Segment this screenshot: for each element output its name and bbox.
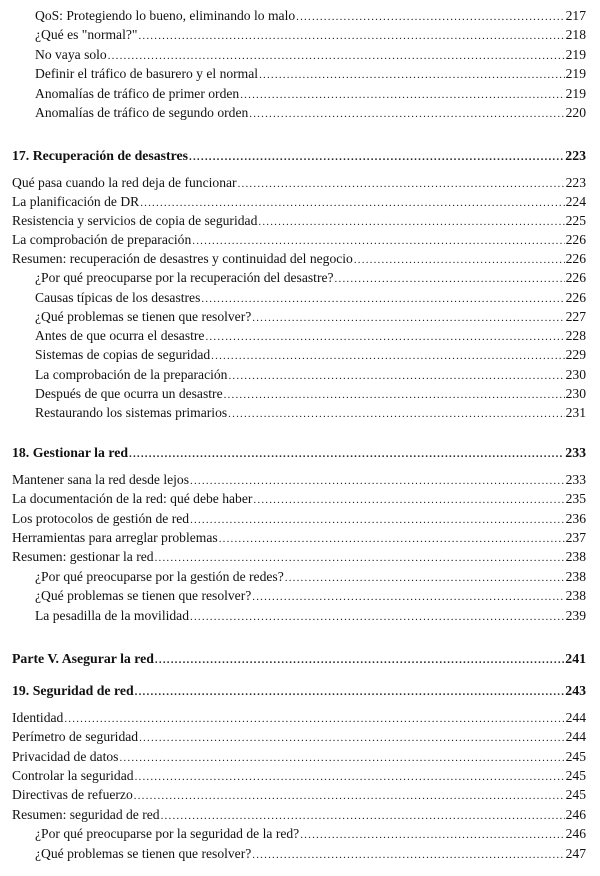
toc-entry-title: Qué pasa cuando la red deja de funcionar (12, 175, 237, 190)
toc-entry-title: Controlar la seguridad (12, 768, 134, 783)
toc-entry-title: Directivas de refuerzo (12, 787, 133, 802)
toc-entry-title: La pesadilla de la movilidad (35, 608, 190, 623)
dot-leader (129, 446, 564, 463)
dot-leader (135, 769, 565, 786)
toc-entry (35, 7, 586, 24)
toc-entry-page: 246 (565, 826, 586, 841)
toc-entry-title: Perímetro de seguridad (12, 729, 139, 744)
dot-leader (189, 149, 564, 166)
toc-entry-title: Identidad (12, 710, 64, 725)
toc-entry-page: 238 (565, 588, 586, 603)
dot-leader (119, 750, 564, 767)
toc-entry-title: Privacidad de datos (12, 749, 119, 764)
toc-entry (12, 510, 586, 527)
toc-entry-title: ¿Por qué preocuparse por la gestión de redes? (35, 569, 284, 584)
dot-leader (135, 684, 565, 701)
dot-leader (253, 492, 564, 509)
toc-entry-title: Mantener sana la red desde lejos (12, 472, 190, 487)
toc-entry-page: 235 (565, 491, 586, 506)
toc-entry-title: Restaurando los sistemas primarios (35, 405, 228, 420)
toc-entry (35, 366, 586, 383)
toc-entry-title: Resistencia y servicios de copia de seguridad (12, 213, 258, 228)
toc-entry-page: 229 (565, 347, 586, 362)
toc-entry-page: 241 (565, 651, 586, 666)
toc-entry (35, 308, 586, 325)
toc-part-heading (12, 650, 586, 667)
dot-leader (190, 512, 565, 529)
toc-entry-page: 231 (565, 405, 586, 420)
toc-entry-page: 238 (565, 569, 586, 584)
toc-entry (12, 728, 586, 745)
toc-entry-title: Resumen: seguridad de red (12, 807, 160, 822)
toc-entry-page: 223 (565, 175, 586, 190)
dot-leader (252, 310, 564, 327)
toc-entry (35, 385, 586, 402)
toc-entry (12, 193, 586, 210)
toc-entry-page: 219 (565, 47, 586, 62)
toc-entry-title: Antes de que ocurra el desastre (35, 328, 205, 343)
toc-entry-title: Causas típicas de los desastres (35, 290, 201, 305)
dot-leader (161, 808, 565, 825)
toc-entry (35, 607, 586, 624)
toc-entry-page: 247 (565, 846, 586, 861)
toc-chapter-heading (12, 444, 586, 461)
toc-entry-page: 237 (565, 530, 586, 545)
toc-entry-page: 220 (565, 105, 586, 120)
dot-leader (140, 195, 564, 212)
toc-entry (12, 806, 586, 823)
toc-entry (12, 490, 586, 507)
toc-entry-title: Anomalías de tráfico de segundo orden (35, 105, 249, 120)
dot-leader (201, 291, 564, 308)
toc-entry-page: 245 (565, 768, 586, 783)
toc-entry-page: 245 (565, 749, 586, 764)
toc-entry-page: 230 (565, 367, 586, 382)
toc-entry (12, 231, 586, 248)
dot-leader (228, 406, 564, 423)
toc-entry-page: 244 (565, 729, 586, 744)
dot-leader (155, 550, 565, 567)
dot-leader (108, 48, 565, 65)
toc-entry-page: 243 (565, 683, 586, 698)
toc-entry-page: 246 (565, 807, 586, 822)
toc-entry (12, 250, 586, 267)
toc-entry-page: 218 (565, 27, 586, 42)
toc-entry-title: Anomalías de tráfico de primer orden (35, 86, 240, 101)
toc-entry (12, 786, 586, 803)
dot-leader (252, 847, 564, 864)
toc-entry-page: 233 (565, 445, 586, 460)
dot-leader (211, 348, 564, 365)
dot-leader (139, 730, 565, 747)
dot-leader (224, 387, 565, 404)
dot-leader (354, 252, 565, 269)
toc-entry-page: 233 (565, 472, 586, 487)
toc-entry-page: 223 (565, 148, 586, 163)
toc-entry (12, 709, 586, 726)
toc-entry (35, 85, 586, 102)
dot-leader (155, 652, 564, 669)
toc-entry-title: No vaya solo (35, 47, 107, 62)
toc-chapter-heading (12, 147, 586, 164)
toc-entry-page: 245 (565, 787, 586, 802)
toc-entry-page: 225 (565, 213, 586, 228)
toc-entry (12, 748, 586, 765)
toc-entry-page: 219 (565, 86, 586, 101)
toc-entry-title: ¿Por qué preocuparse por la seguridad de la red? (35, 826, 300, 841)
toc-entry-title: ¿Qué problemas se tienen que resolver? (35, 309, 252, 324)
toc-entry (35, 289, 586, 306)
toc-entry (12, 767, 586, 784)
toc-entry (35, 568, 586, 585)
toc-entry-page: 227 (565, 309, 586, 324)
toc-entry (12, 212, 586, 229)
toc-entry-page: 226 (565, 251, 586, 266)
dot-leader (259, 67, 565, 84)
toc-entry (35, 65, 586, 82)
dot-leader (296, 9, 564, 26)
toc-entry-page: 219 (565, 66, 586, 81)
toc-entry-title: Sistemas de copias de seguridad (35, 347, 211, 362)
toc-entry-page: 224 (565, 194, 586, 209)
toc-entry-page: 226 (565, 270, 586, 285)
toc-entry (35, 46, 586, 63)
dot-leader (228, 368, 564, 385)
toc-entry-title: La comprobación de preparación (12, 232, 192, 247)
toc-entry-page: 226 (565, 290, 586, 305)
toc-chapter-heading (12, 682, 586, 699)
dot-leader (134, 788, 565, 805)
dot-leader (238, 176, 565, 193)
toc-entry-title: 18. Gestionar la red (12, 445, 128, 460)
toc-entry (35, 346, 586, 363)
toc-entry (35, 327, 586, 344)
toc-entry-title: 19. Seguridad de red (12, 683, 134, 698)
dot-leader (190, 473, 565, 490)
toc-entry (12, 529, 586, 546)
toc-entry-title: Resumen: recuperación de desastres y continuidad del negocio (12, 251, 353, 266)
dot-leader (138, 28, 564, 45)
dot-leader (258, 214, 564, 231)
toc-entry-title: Resumen: gestionar la red (12, 549, 154, 564)
toc-entry (12, 174, 586, 191)
toc-entry (35, 825, 586, 842)
toc-entry (12, 471, 586, 488)
dot-leader (252, 589, 564, 606)
toc-entry-page: 226 (565, 232, 586, 247)
toc-entry-title: ¿Por qué preocuparse por la recuperación del desastre? (35, 270, 334, 285)
toc-entry-page: 217 (565, 8, 586, 23)
dot-leader (205, 329, 564, 346)
toc-entry-title: Definir el tráfico de basurero y el normal (35, 66, 259, 81)
toc-entry (35, 587, 586, 604)
toc-entry-page: 238 (565, 549, 586, 564)
dot-leader (190, 609, 565, 626)
toc-entry-page: 239 (565, 608, 586, 623)
toc-entry-page: 230 (565, 386, 586, 401)
toc-entry-page: 244 (565, 710, 586, 725)
toc-entry-title: 17. Recuperación de desastres (12, 148, 189, 163)
toc-entry-title: Los protocolos de gestión de red (12, 511, 190, 526)
toc-entry-title: Después de que ocurra un desastre (35, 386, 223, 401)
dot-leader (300, 827, 564, 844)
toc-entry-title: ¿Qué problemas se tienen que resolver? (35, 846, 252, 861)
toc-entry-title: Parte V. Asegurar la red (12, 651, 154, 666)
toc-entry (12, 548, 586, 565)
dot-leader (64, 711, 564, 728)
toc-entry-title: ¿Qué problemas se tienen que resolver? (35, 588, 252, 603)
dot-leader (240, 87, 564, 104)
toc-entry-title: La planificación de DR (12, 194, 140, 209)
toc-entry-page: 228 (565, 328, 586, 343)
dot-leader (192, 233, 564, 250)
toc-entry-title: La documentación de la red: qué debe haber (12, 491, 253, 506)
toc-entry-title: La comprobación de la preparación (35, 367, 228, 382)
toc-entry-title: Herramientas para arreglar problemas (12, 530, 218, 545)
toc-entry-page: 236 (565, 511, 586, 526)
toc-entry-title: ¿Qué es "normal?" (35, 27, 138, 42)
toc-entry-title: QoS: Protegiendo lo bueno, eliminando lo malo (35, 8, 296, 23)
toc-entry (35, 26, 586, 43)
toc-entry (35, 269, 586, 286)
dot-leader (249, 106, 564, 123)
toc-entry (35, 404, 586, 421)
toc-entry (35, 104, 586, 121)
dot-leader (285, 570, 565, 587)
dot-leader (335, 271, 565, 288)
toc-entry (35, 845, 586, 862)
dot-leader (219, 531, 565, 548)
